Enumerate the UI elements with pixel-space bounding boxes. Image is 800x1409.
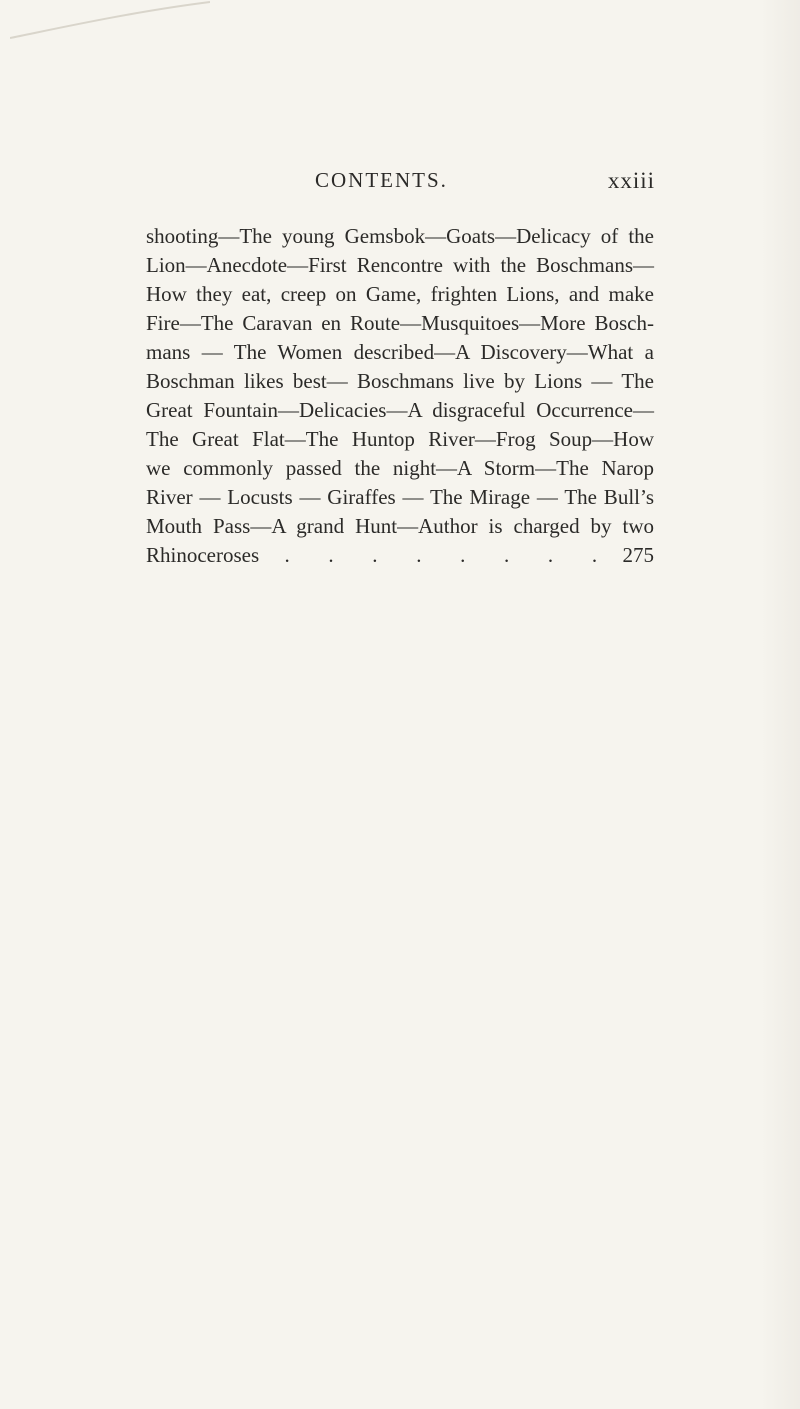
entry-line: Great Fountain—Delicacies—A disgraceful Occurrence—: [146, 398, 654, 422]
entry-line: How they eat, creep on Game, frighten Lions, and make: [146, 282, 654, 306]
entry-line: we commonly passed the night—A Storm—The Narop: [146, 456, 654, 480]
entry-line: River — Locusts — Giraffes — The Mirage — The Bull’s: [146, 485, 654, 509]
leader-dot: .: [504, 543, 510, 567]
page-edge-shading: [760, 0, 800, 1409]
running-head: CONTENTS.: [315, 168, 448, 192]
entry-line: Fire—The Caravan en Route—Musquitoes—More Bosch-: [146, 311, 654, 335]
entry-last-line: [146, 541, 654, 570]
entry-line: Lion—Anecdote—First Rencontre with the Boschmans—: [146, 253, 654, 277]
page-fold-mark: [10, 0, 210, 40]
contents-entry: [146, 222, 654, 570]
leader-dot: .: [547, 543, 554, 567]
leader-dot: .: [284, 543, 290, 567]
entry-line: shooting—The young Gemsbok—Goats—Delicacy of the: [146, 224, 654, 248]
entry-line: Boschman likes best— Boschmans live by Lions — The: [146, 369, 654, 393]
leader-dot: .: [591, 543, 598, 567]
page-header: [315, 168, 655, 202]
page-number: xxiii: [607, 168, 655, 193]
leader-dot: .: [328, 543, 334, 567]
entry-page-ref: 275: [622, 543, 654, 567]
entry-line: mans — The Women described—A Discovery—What a: [146, 340, 654, 364]
entry-line: The Great Flat—The Huntop River—Frog Soup—How: [146, 427, 654, 451]
leader-dot: .: [372, 543, 378, 567]
leader-dot: .: [460, 543, 466, 567]
entry-line: Mouth Pass—A grand Hunt—Author is charged by two: [146, 514, 654, 538]
leader-dot: .: [416, 543, 422, 567]
dot-leader: [259, 541, 622, 570]
entry-last-line-text: Rhinoceroses: [146, 543, 260, 567]
